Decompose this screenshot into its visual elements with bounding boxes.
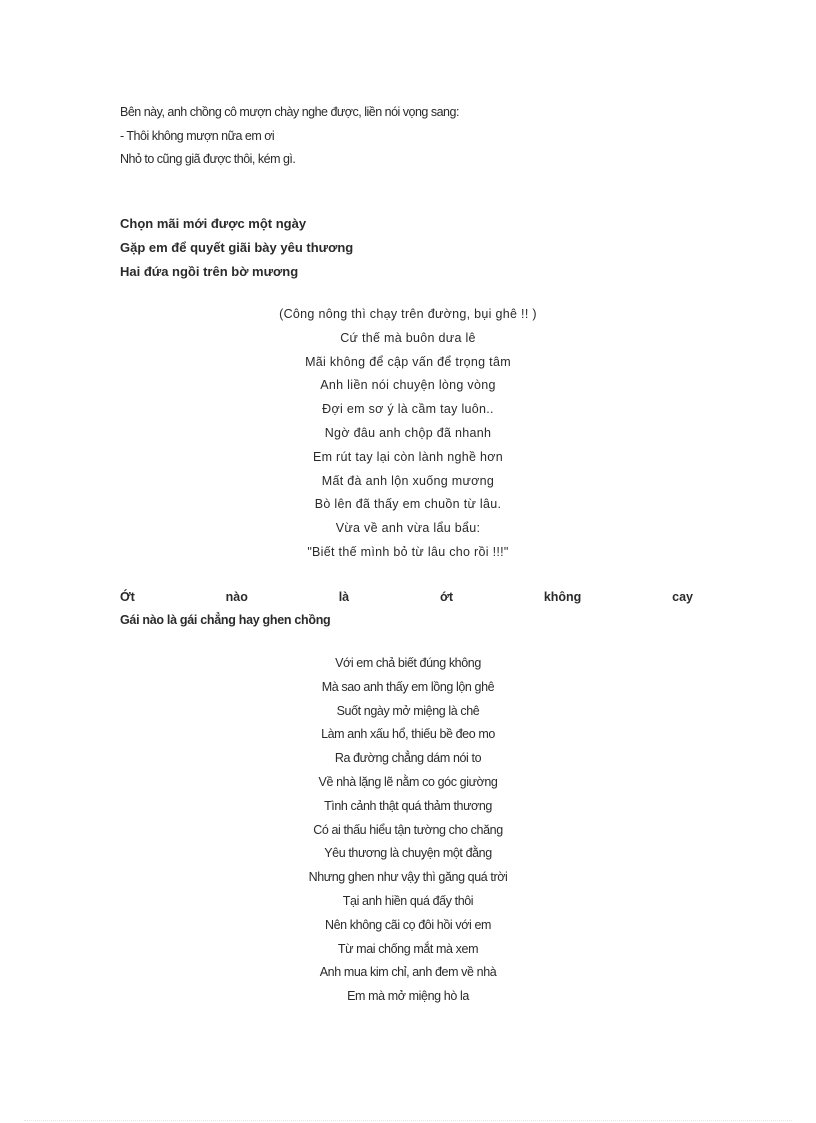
bold-stanza-line: Hai đứa ngồi trên bờ mương bbox=[120, 264, 299, 279]
poem-line: (Công nông thì chạy trên đường, bụi ghê !! ) bbox=[279, 307, 537, 321]
poem-line: Có ai thấu hiểu tận tường cho chăng bbox=[313, 822, 503, 837]
poem-line: Anh liền nói chuyện lòng vòng bbox=[320, 378, 496, 393]
poem-line: Với em chả biết đúng không bbox=[335, 656, 481, 670]
justified-word: nào bbox=[225, 590, 248, 604]
justified-word: ớt bbox=[439, 590, 453, 604]
poem-line: Ra đường chẳng dám nói to bbox=[334, 751, 482, 766]
poem-line: Mà sao anh thấy em lồng lộn ghê bbox=[321, 679, 495, 694]
intro-line: Nhỏ to cũng giã được thôi, kém gì. bbox=[120, 152, 296, 166]
justified-word: không bbox=[543, 590, 582, 604]
poem-line: Mãi không để cập vấn để trọng tâm bbox=[305, 354, 511, 369]
justified-bold-line bbox=[120, 587, 693, 607]
bold-stanza bbox=[120, 212, 353, 284]
poem-line: Em mà mở miệng hò la bbox=[347, 989, 469, 1004]
poem-line: Từ mai chống mắt mà xem bbox=[337, 941, 479, 956]
poem-two bbox=[0, 652, 816, 1009]
justified-word: Ớt bbox=[120, 590, 135, 604]
bold-stanza-line: Gặp em để quyết giãi bày yêu thương bbox=[120, 240, 354, 255]
poem-line: Cứ thế mà buôn dưa lê bbox=[340, 330, 476, 345]
poem-line: Em rút tay lại còn lành nghề hơn bbox=[312, 449, 504, 464]
poem-line: "Biết thế mình bỏ từ lâu cho rồi !!!" bbox=[307, 544, 509, 559]
justified-word: cay bbox=[672, 590, 693, 604]
poem-line: Suốt ngày mở miệng là chê bbox=[336, 703, 480, 718]
poem-line: Ngờ đâu anh chộp đã nhanh bbox=[324, 425, 492, 440]
intro-line: Bên này, anh chồng cô mượn chày nghe được, liền nói vọng sang: bbox=[120, 105, 459, 119]
poem-line: Nên không cãi cọ đôi hồi với em bbox=[324, 917, 492, 932]
poem-line: Tình cảnh thật quá thảm thương bbox=[324, 798, 492, 813]
poem-line: Đợi em sơ ý là cầm tay luôn.. bbox=[322, 402, 494, 417]
poem-line: Làm anh xấu hổ, thiếu bề đeo mo bbox=[321, 727, 495, 742]
page-bottom-edge bbox=[24, 1120, 792, 1121]
poem-one bbox=[0, 303, 816, 565]
bold-stanza-line: Chọn mãi mới được một ngày bbox=[120, 216, 307, 231]
poem-line: Về nhà lặng lẽ nằm co góc giường bbox=[318, 774, 498, 789]
intro-line: - Thôi không mượn nữa em ơi bbox=[120, 128, 275, 143]
poem-line: Nhưng ghen như vậy thì găng quá trời bbox=[308, 870, 508, 885]
poem-line: Yêu thương là chuyện một đằng bbox=[324, 846, 492, 861]
bold-line: Gái nào là gái chẳng hay ghen chồng bbox=[120, 613, 331, 627]
poem-line: Vừa về anh vừa lẩu bẩu: bbox=[335, 521, 481, 536]
poem-line: Tại anh hiền quá đấy thôi bbox=[342, 893, 474, 908]
justified-word: là bbox=[338, 590, 350, 604]
poem-line: Anh mua kim chỉ, anh đem về nhà bbox=[319, 965, 497, 980]
intro-paragraph bbox=[120, 101, 459, 172]
poem-line: Mất đà anh lộn xuống mương bbox=[321, 473, 495, 488]
poem-line: Bò lên đã thấy em chuồn từ lâu. bbox=[314, 497, 502, 512]
